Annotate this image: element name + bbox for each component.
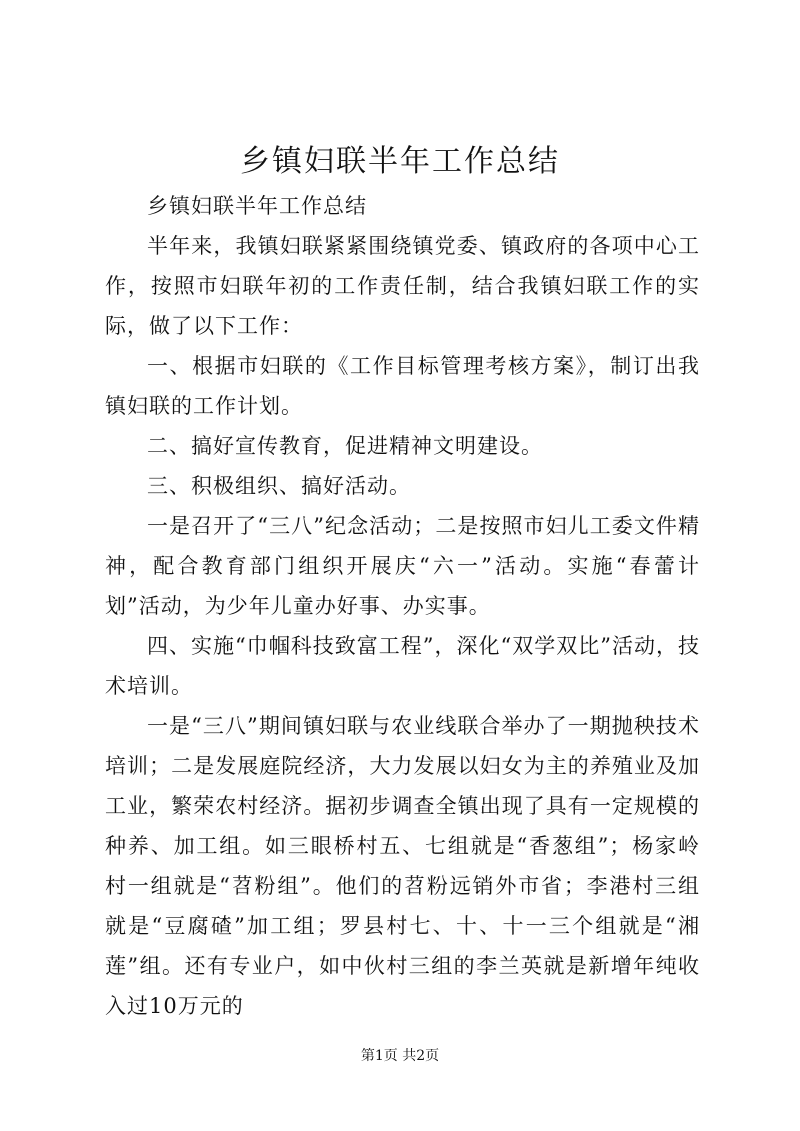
paragraph-subtitle: 乡镇妇联半年工作总结 [147, 194, 367, 218]
document-title: 乡镇妇联半年工作总结 [240, 144, 560, 179]
page-number-footer: 第1页 共2页 [360, 1048, 440, 1064]
paragraph-section-2: 二、搞好宣传教育，促进精神文明建设。 [147, 434, 543, 458]
document-body [105, 186, 700, 1026]
paragraph-section-3-detail: 一是召开了“三八”纪念活动；二是按照市妇儿工委文件精神，配合教育部门组织开展庆“六一”活动。实施“春蕾计划”活动，为少年儿童办好事、办实事。 [105, 514, 700, 618]
paragraph-section-1: 一、根据市妇联的《工作目标管理考核方案》，制订出我镇妇联的工作计划。 [105, 354, 700, 418]
paragraph-section-4-detail: 一是“三八”期间镇妇联与农业线联合举办了一期抛秧技术培训；二是发展庭院经济，大力发展以妇女为主的养殖业及加工业，繁荣农村经济。据初步调查全镇出现了具有一定规模的种养、加工组。如三眼桥村五、七组就是“香葱组”；杨家岭村一组就是“苕粉组”。他们的苕粉远销外市省；李港村三组就是“豆腐碴”加工组；罗县村七、十、十一三个组就是“湘莲”组。还有专业户，如中伙村三组的李兰英就是新增年纯收入过10万元的 [105, 714, 700, 1018]
paragraph-section-3: 三、积极组织、搞好活动。 [147, 474, 411, 498]
paragraph-intro: 半年来，我镇妇联紧紧围绕镇党委、镇政府的各项中心工作，按照市妇联年初的工作责任制，结合我镇妇联工作的实际，做了以下工作： [105, 234, 700, 338]
paragraph-section-4: 四、实施“巾帼科技致富工程”，深化“双学双比”活动，技术培训。 [105, 634, 700, 698]
